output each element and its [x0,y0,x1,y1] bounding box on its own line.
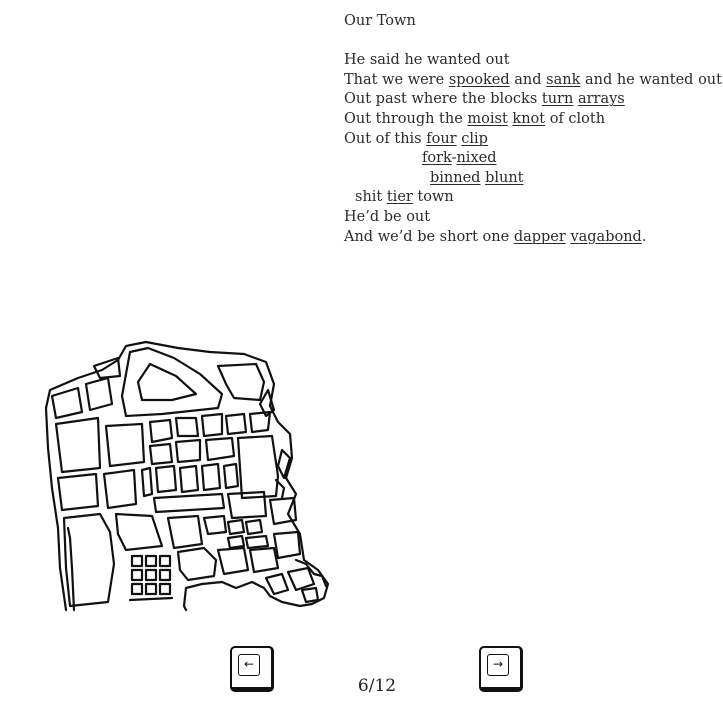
poem-line-9: He’d be out [344,208,431,225]
poem-line-2 [344,71,722,91]
text-span: That we were [344,71,449,88]
underlined-word: arrays [577,91,625,108]
arrow-left-icon: ← [238,654,260,676]
text-span: town [412,189,454,206]
underlined-word: clip [461,130,488,147]
next-page-button[interactable] [479,646,523,692]
page-indicator: 6/12 [357,676,397,696]
poem-line-5 [344,130,714,150]
text-span: - [451,150,457,167]
arrow-right-icon: → [487,654,509,676]
text-span: and [509,71,547,88]
text-span: Out past where the blocks [344,91,542,108]
city-map-drawing [38,338,338,618]
underlined-word: dapper [513,228,566,245]
underlined-word: spooked [448,71,510,88]
underlined-word: tier [386,189,413,206]
underlined-word: knot [512,110,546,127]
text-span: Out of this [344,130,427,147]
underlined-word: sank [546,71,581,88]
poem [344,12,722,247]
underlined-word: four [426,130,457,147]
text-span: and he wanted out [580,71,722,88]
text-span: . [641,228,647,245]
text-span: And we’d be short one [344,228,514,245]
text-span: Out through the [344,110,468,127]
text-span: shit [355,189,387,206]
poem-line-10 [344,228,714,248]
poem-line-6 [344,149,714,169]
underlined-word: turn [541,91,574,108]
underlined-word: blunt [485,169,524,186]
poem-line-4 [344,110,714,130]
poem-line-8 [344,188,714,208]
poem-line-3 [344,90,714,110]
prev-page-button[interactable] [230,646,274,692]
underlined-word: binned [430,169,481,186]
underlined-word: nixed [456,150,497,167]
underlined-word: moist [467,110,508,127]
poem-title: Our Town [344,13,416,29]
underlined-word: fork [422,150,452,167]
poem-line-7 [344,169,714,189]
text-span: of cloth [545,110,606,127]
underlined-word: vagabond [570,228,642,245]
poem-line-1: He said he wanted out [344,52,510,69]
